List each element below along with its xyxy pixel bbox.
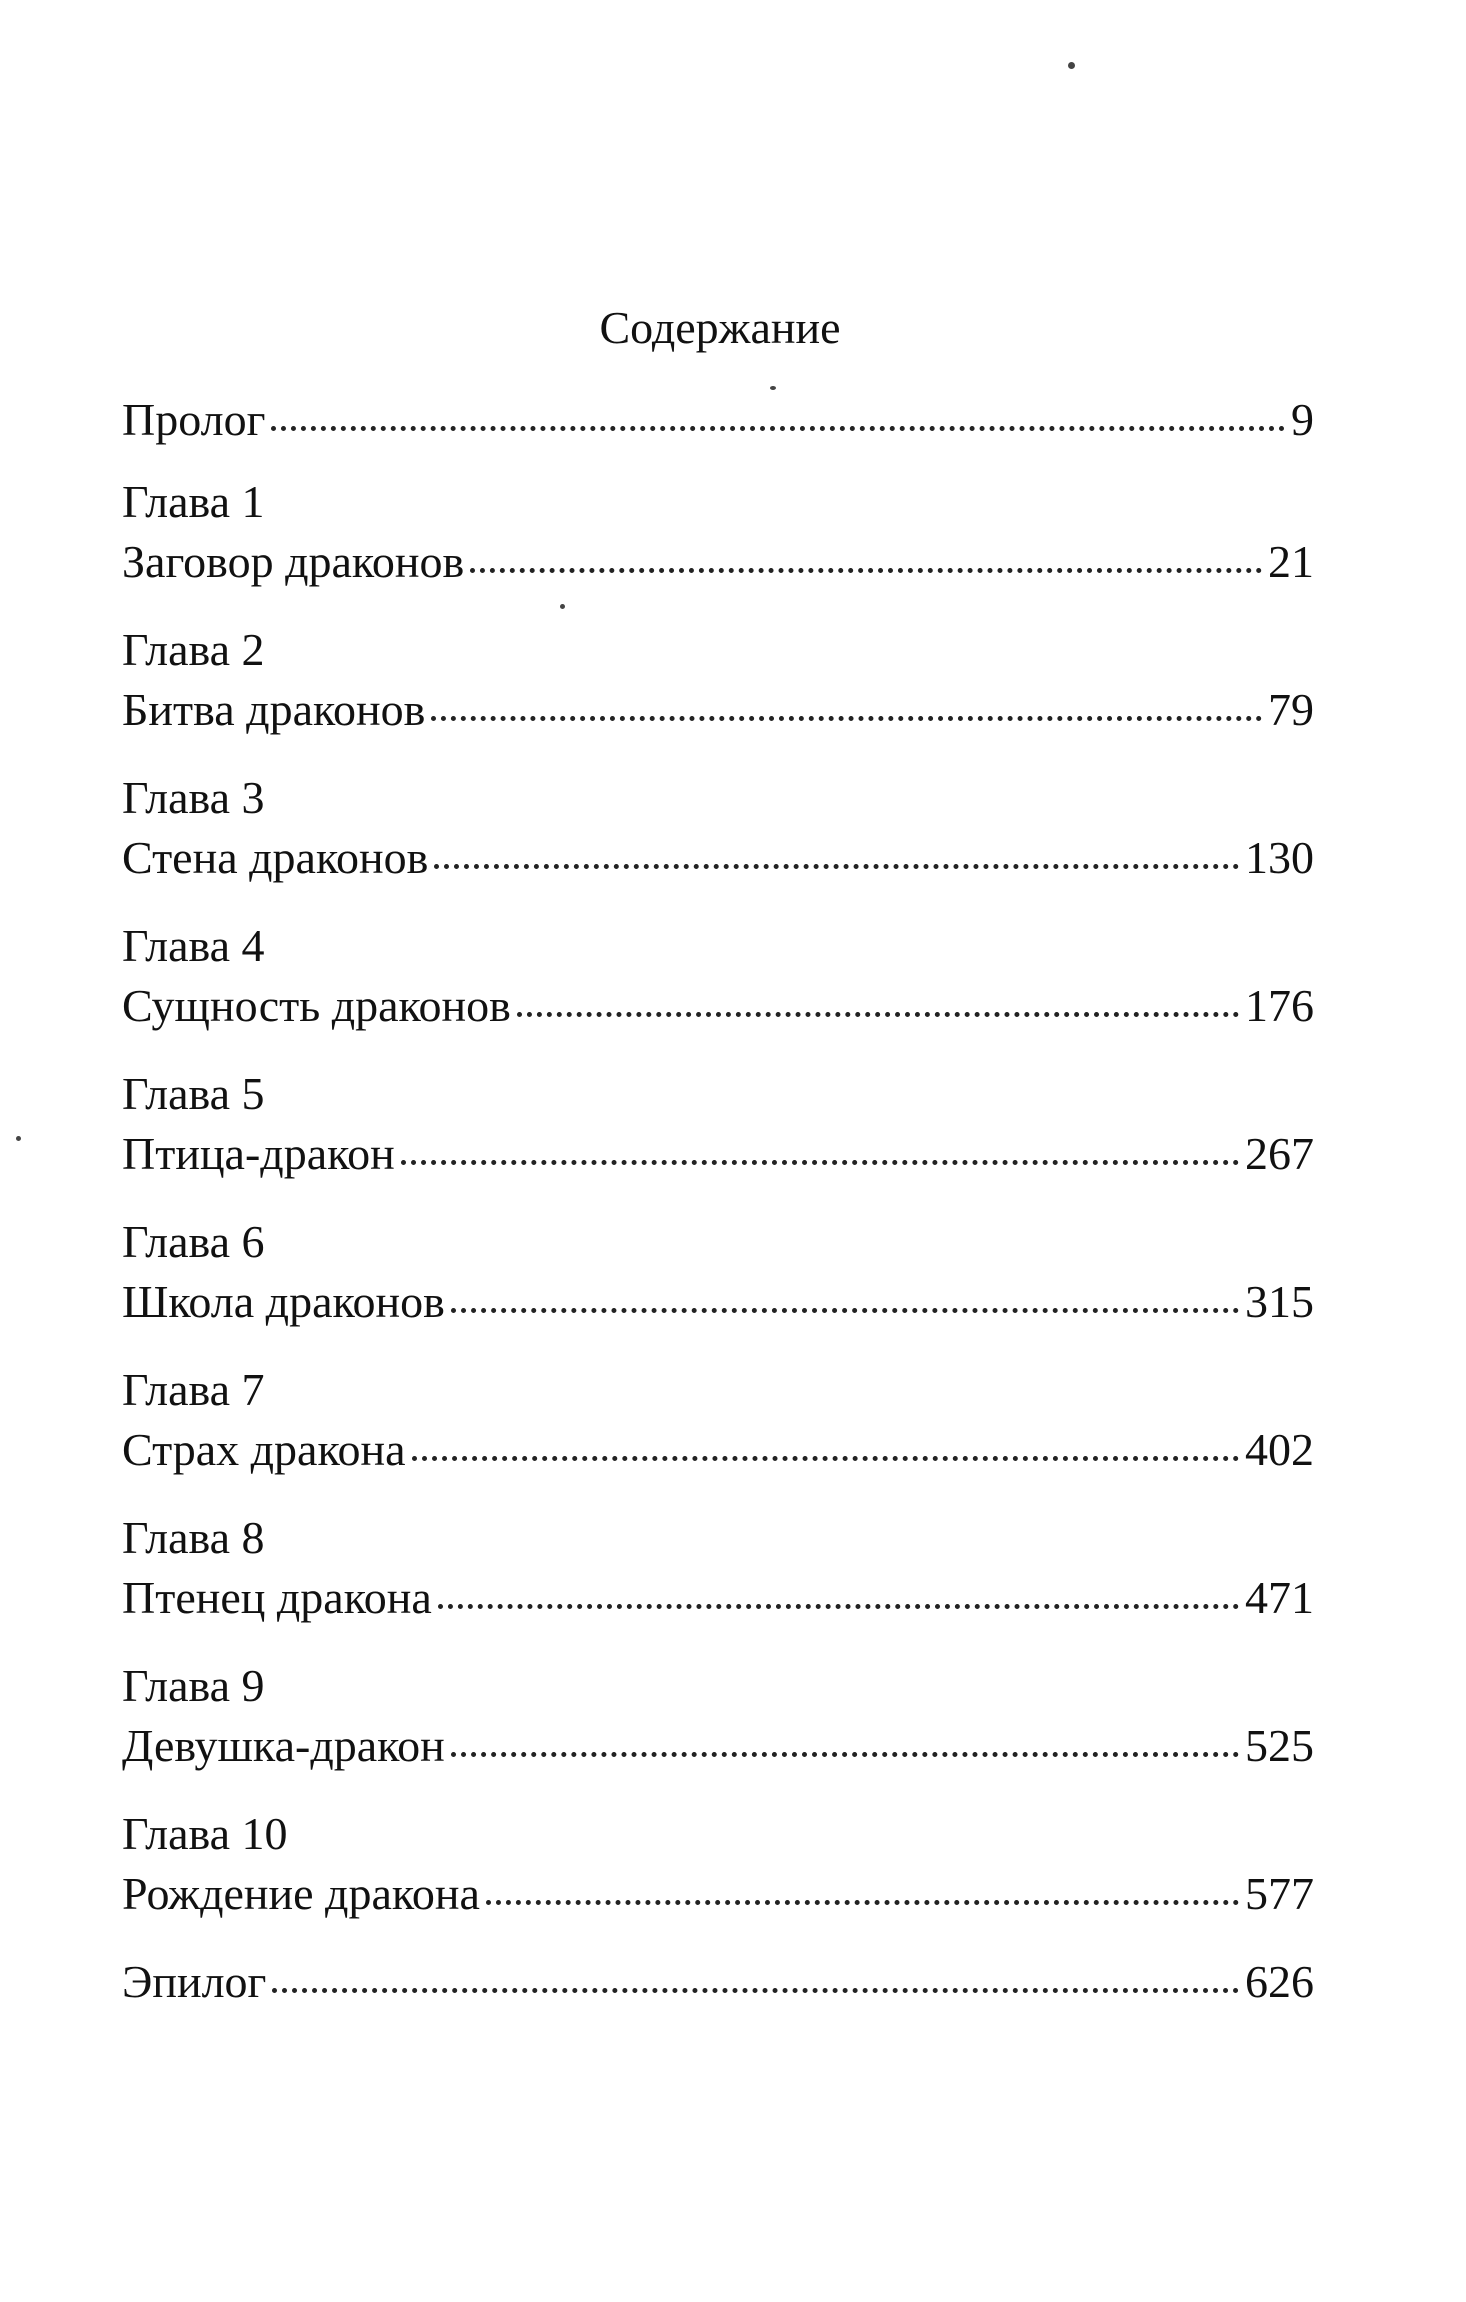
- toc-entry-epilogue[interactable]: [122, 1952, 1314, 2012]
- toc-entry-chapter-6[interactable]: [122, 1272, 1314, 1332]
- entry-page-number: 176: [1245, 980, 1314, 1031]
- entry-label: Птенец дракона: [122, 1572, 432, 1623]
- chapter-heading: Глава 10: [122, 1808, 288, 1859]
- entry-label: Сущность драконов: [122, 980, 511, 1031]
- entry-page-number: 525: [1245, 1720, 1314, 1771]
- entry-page-number: 79: [1268, 684, 1314, 735]
- toc-entry-prologue[interactable]: [122, 390, 1314, 450]
- print-speck: [16, 1136, 21, 1141]
- entry-page-number: 626: [1245, 1956, 1314, 2007]
- entry-page-number: 21: [1268, 536, 1314, 587]
- chapter-heading: Глава 4: [122, 920, 265, 971]
- dot-leader: [451, 1746, 1239, 1757]
- toc-entry-chapter-1[interactable]: [122, 532, 1314, 592]
- toc-entry-chapter-9[interactable]: [122, 1716, 1314, 1776]
- entry-page-number: 130: [1245, 832, 1314, 883]
- entry-label: Пролог: [122, 394, 266, 445]
- dot-leader: [451, 1302, 1239, 1313]
- chapter-heading: Глава 9: [122, 1660, 265, 1711]
- entry-label: Страх дракона: [122, 1424, 406, 1475]
- chapter-heading: Глава 2: [122, 624, 265, 675]
- toc-entry-chapter-2[interactable]: [122, 680, 1314, 740]
- dot-leader: [412, 1450, 1239, 1461]
- toc-entry-chapter-7[interactable]: [122, 1420, 1314, 1480]
- entry-label: Птица-дракон: [122, 1128, 395, 1179]
- chapter-heading: Глава 7: [122, 1364, 265, 1415]
- dot-leader: [271, 420, 1285, 431]
- dot-leader: [434, 858, 1239, 869]
- toc-title: Содержание: [599, 302, 841, 353]
- toc-entry-chapter-5[interactable]: [122, 1124, 1314, 1184]
- entry-label: Заговор драконов: [122, 536, 465, 587]
- entry-label: Эпилог: [122, 1956, 267, 2007]
- dot-leader: [272, 1982, 1239, 1993]
- dot-leader: [431, 710, 1262, 721]
- entry-label: Битва драконов: [122, 684, 426, 735]
- entry-page-number: 9: [1291, 394, 1314, 445]
- entry-page-number: 577: [1245, 1868, 1314, 1919]
- dot-leader: [486, 1894, 1239, 1905]
- toc-entry-chapter-3[interactable]: [122, 828, 1314, 888]
- dot-leader: [438, 1598, 1239, 1609]
- entry-label: Девушка-дракон: [122, 1720, 445, 1771]
- chapter-heading: Глава 5: [122, 1068, 265, 1119]
- print-speck: [560, 604, 565, 609]
- entry-page-number: 402: [1245, 1424, 1314, 1475]
- dot-leader: [470, 562, 1262, 573]
- entry-page-number: 267: [1245, 1128, 1314, 1179]
- chapter-heading: Глава 3: [122, 772, 265, 823]
- chapter-heading: Глава 8: [122, 1512, 265, 1563]
- toc-entry-chapter-8[interactable]: [122, 1568, 1314, 1628]
- dot-leader: [401, 1154, 1239, 1165]
- chapter-heading: Глава 6: [122, 1216, 265, 1267]
- entry-label: Стена драконов: [122, 832, 429, 883]
- chapter-heading: Глава 1: [122, 476, 265, 527]
- entry-page-number: 471: [1245, 1572, 1314, 1623]
- entry-label: Рождение дракона: [122, 1868, 480, 1919]
- toc-entry-chapter-10[interactable]: [122, 1864, 1314, 1924]
- entry-page-number: 315: [1245, 1276, 1314, 1327]
- dot-leader: [517, 1006, 1239, 1017]
- print-speck: [1068, 62, 1075, 69]
- toc-entry-chapter-4[interactable]: [122, 976, 1314, 1036]
- entry-label: Школа драконов: [122, 1276, 445, 1327]
